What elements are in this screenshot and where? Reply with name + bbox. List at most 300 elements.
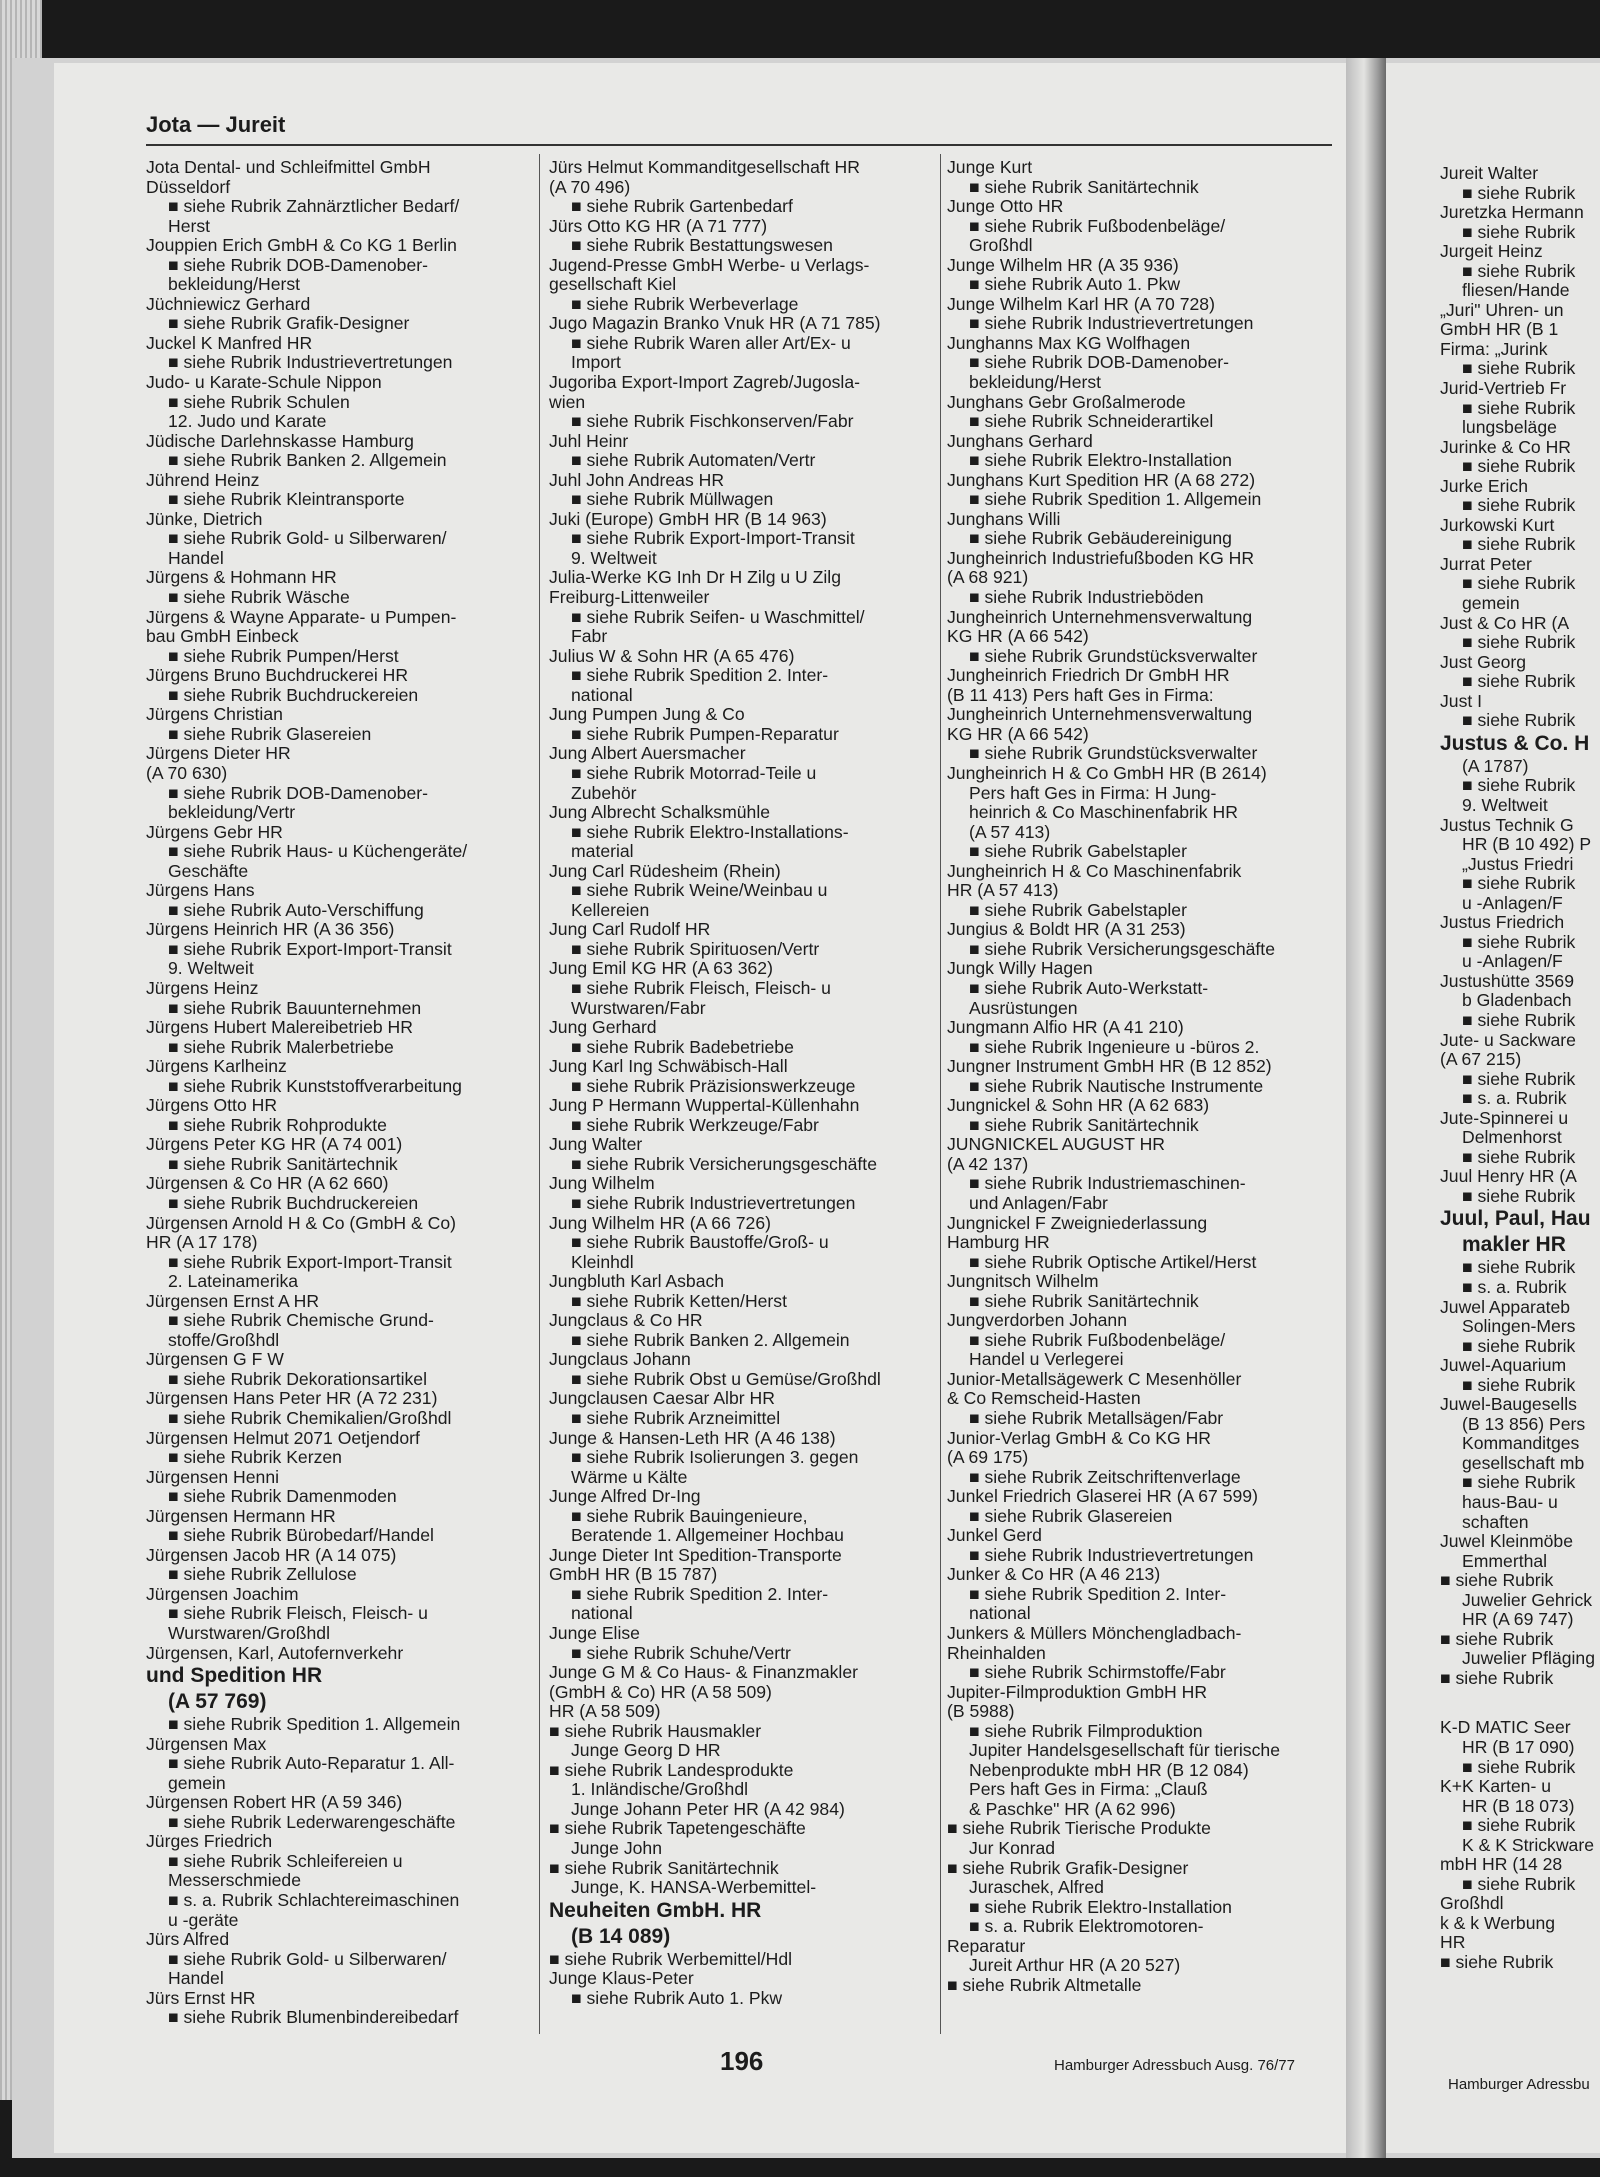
- entry-line: Jugoriba Export-Import Zagreb/Jugosla-: [549, 372, 860, 393]
- entry-line: wien: [549, 391, 586, 412]
- entry-line: Jung Karl Ing Schwäbisch-Hall: [549, 1056, 788, 1077]
- column-4: [1440, 163, 1596, 1973]
- entry-line: Juwel Kleinmöbe: [1440, 1531, 1574, 1552]
- cross-reference: ■ siehe Rubrik Isolierungen 3. gegen: [571, 1447, 859, 1468]
- cross-reference: ■ siehe Rubrik Tapetengeschäfte: [549, 1818, 806, 1839]
- entry-line: Jünke, Dietrich: [146, 508, 263, 529]
- entry-line: Jungclausen Caesar Albr HR: [549, 1388, 775, 1409]
- entry-line: Judo- u Karate-Schule Nippon: [146, 372, 382, 393]
- entry-line: und Anlagen/Fabr: [969, 1192, 1108, 1213]
- cross-reference: ■ siehe Rubrik Gabelstapler: [969, 899, 1187, 920]
- column-3: [947, 158, 1332, 1995]
- cross-reference: ■ siehe Rubrik Spirituosen/Vertr: [571, 938, 820, 959]
- cross-reference: ■ siehe Rubrik Auto 1. Pkw: [969, 274, 1181, 295]
- cross-reference: ■ siehe Rubrik Schulen: [168, 391, 350, 412]
- spacer: [1440, 1698, 1590, 1708]
- cross-reference: ■ siehe Rubrik: [1462, 573, 1576, 594]
- entry-line: Handel: [168, 1968, 224, 1989]
- cross-reference: ■ siehe Rubrik Industrievertretungen: [969, 1544, 1254, 1565]
- entry-line: Junge Wilhelm HR (A 35 936): [947, 254, 1179, 275]
- cross-reference: ■ siehe Rubrik: [1462, 221, 1576, 242]
- entry-line: Justus Friedrich: [1440, 912, 1565, 933]
- cross-reference: ■ siehe Rubrik Elektro-Installations-: [571, 821, 849, 842]
- entry-line: stoffe/Großhdl: [168, 1329, 280, 1350]
- entry-line: schaften: [1462, 1511, 1529, 1532]
- cross-reference: ■ siehe Rubrik Fußbodenbeläge/: [969, 1329, 1226, 1350]
- cross-reference: ■ siehe Rubrik Blumenbindereibedarf: [168, 2007, 459, 2028]
- entry-line: HR (A 69 747): [1462, 1609, 1574, 1630]
- entry-line: (B 13 856) Pers: [1462, 1413, 1586, 1434]
- entry-line: gesellschaft mb: [1462, 1452, 1585, 1473]
- entry-line: Pers haft Ges in Firma: H Jung-: [969, 782, 1217, 803]
- cross-reference: ■ siehe Rubrik Sanitärtechnik: [969, 1114, 1199, 1135]
- cross-reference: ■ siehe Rubrik Zellulose: [168, 1564, 357, 1585]
- cross-reference: ■ s. a. Rubrik Elektromotoren-: [969, 1916, 1204, 1937]
- entry-line: (A 68 921): [947, 567, 1029, 588]
- cross-reference: ■ siehe Rubrik Schirmstoffe/Fabr: [969, 1662, 1226, 1683]
- cross-reference: ■ siehe Rubrik Grafik-Designer: [947, 1857, 1189, 1878]
- entry-line: Jouppien Erich GmbH & Co KG 1 Berlin: [146, 235, 457, 256]
- entry-line: Jureit Walter: [1440, 163, 1539, 183]
- entry-line: Juki (Europe) GmbH HR (B 14 963): [549, 508, 827, 529]
- entry-line: Jung Walter: [549, 1134, 643, 1155]
- entry-line: Juul Henry HR (A: [1440, 1166, 1577, 1187]
- cross-reference: ■ siehe Rubrik: [1462, 710, 1576, 731]
- entry-line: bekleidung/Vertr: [168, 802, 296, 823]
- cross-reference: ■ siehe Rubrik Industriemaschinen-: [969, 1173, 1246, 1194]
- entry-line: „Justus Friedri: [1462, 853, 1574, 874]
- entry-line: Juretzka Hermann: [1440, 202, 1584, 223]
- cross-reference: ■ siehe Rubrik Glasereien: [969, 1505, 1173, 1526]
- entry-line: K-D MATIC Seer: [1440, 1717, 1571, 1738]
- entry-line: makler HR: [1462, 1233, 1566, 1257]
- cross-reference: ■ siehe Rubrik: [1462, 1068, 1576, 1089]
- cross-reference: ■ siehe Rubrik Glasereien: [168, 723, 372, 744]
- cross-reference: ■ siehe Rubrik Buchdruckereien: [168, 1192, 419, 1213]
- entry-line: Wurstwaren/Großhdl: [168, 1623, 330, 1644]
- cross-reference: ■ siehe Rubrik Pumpen/Herst: [168, 645, 399, 666]
- entry-line: (A 57 769): [168, 1690, 267, 1714]
- entry-line: Import: [571, 352, 621, 373]
- entry-line: Junge G M & Co Haus- & Finanzmakler: [549, 1662, 858, 1683]
- cross-reference: ■ siehe Rubrik Auto-Werkstatt-: [969, 977, 1209, 998]
- entry-line: KG HR (A 66 542): [947, 723, 1089, 744]
- entry-line: national: [969, 1603, 1031, 1624]
- entry-line: Jugo Magazin Branko Vnuk HR (A 71 785): [549, 313, 881, 334]
- entry-line: HR: [1440, 1932, 1466, 1953]
- entry-line: Jürgensen Henni: [146, 1466, 280, 1487]
- cross-reference: ■ siehe Rubrik Industrieböden: [969, 587, 1204, 608]
- entry-line: Pers haft Ges in Firma: „Clauß: [969, 1779, 1208, 1800]
- entry-line: Ausrüstungen: [969, 997, 1078, 1018]
- entry-line: Jureit Arthur HR (A 20 527): [969, 1955, 1181, 1976]
- entry-line: Jürgensen Hans Peter HR (A 72 231): [146, 1388, 438, 1409]
- entry-line: Jupiter Handelsgesellschaft für tierische: [969, 1740, 1280, 1761]
- cross-reference: ■ siehe Rubrik Zeitschriftenverlage: [969, 1466, 1241, 1487]
- entry-line: Junge Klaus-Peter: [549, 1968, 694, 1989]
- entry-line: Jungclaus & Co HR: [549, 1310, 703, 1331]
- entry-line: Jürgensen, Karl, Autofernverkehr: [146, 1642, 404, 1663]
- entry-line: Juwel Apparateb: [1440, 1296, 1571, 1317]
- cross-reference: ■ siehe Rubrik Export-Import-Transit: [168, 938, 452, 959]
- entry-line: (A 67 215): [1440, 1049, 1522, 1070]
- cross-reference: ■ siehe Rubrik Lederwarengeschäfte: [168, 1811, 456, 1832]
- entry-line: Geschäfte: [168, 860, 249, 881]
- entry-line: Wurstwaren/Fabr: [571, 997, 706, 1018]
- entry-line: Jungheinrich H & Co Maschinenfabrik: [947, 860, 1242, 881]
- entry-line: Junior-Verlag GmbH & Co KG HR: [947, 1427, 1211, 1448]
- entry-line: Justushütte 3569: [1440, 970, 1575, 991]
- entry-line: Jüdische Darlehnskasse Hamburg: [146, 430, 414, 451]
- cross-reference: ■ siehe Rubrik Export-Import-Transit: [168, 1251, 452, 1272]
- cross-reference: ■ siehe Rubrik Ingenieure u -büros 2.: [969, 1036, 1260, 1057]
- cross-reference: ■ siehe Rubrik: [1462, 495, 1576, 516]
- entry-line: Julius W & Sohn HR (A 65 476): [549, 645, 795, 666]
- cross-reference: ■ siehe Rubrik Spedition 1. Allgemein: [168, 1714, 461, 1735]
- entry-line: Jute-Spinnerei u: [1440, 1107, 1569, 1128]
- entry-line: gesellschaft Kiel: [549, 274, 677, 295]
- cross-reference: ■ siehe Rubrik Grafik-Designer: [168, 313, 410, 334]
- entry-line: K & K Strickware: [1462, 1834, 1594, 1855]
- cross-reference: ■ siehe Rubrik Damenmoden: [168, 1486, 397, 1507]
- cross-reference: ■ siehe Rubrik: [1440, 1570, 1554, 1591]
- cross-reference: ■ siehe Rubrik Rohprodukte: [168, 1114, 387, 1135]
- entry-line: Emmerthal: [1462, 1550, 1548, 1571]
- cross-reference: ■ siehe Rubrik Sanitärtechnik: [549, 1857, 779, 1878]
- column-1: [146, 158, 526, 2028]
- entry-line: (B 14 089): [571, 1924, 671, 1948]
- entry-line: Juwel-Baugesells: [1440, 1394, 1577, 1415]
- entry-line: Jürgensen Joachim: [146, 1583, 299, 1604]
- entry-line: Jung Albert Auersmacher: [549, 743, 746, 764]
- cross-reference: ■ siehe Rubrik Chemische Grund-: [168, 1310, 434, 1331]
- cross-reference: ■ siehe Rubrik Bauunternehmen: [168, 997, 422, 1018]
- cross-reference: ■ siehe Rubrik: [1462, 1815, 1576, 1836]
- cross-reference: ■ siehe Rubrik DOB-Damenober-: [168, 782, 428, 803]
- entry-line: Junge Otto HR: [947, 196, 1064, 217]
- cross-reference: ■ siehe Rubrik Metallsägen/Fabr: [969, 1408, 1224, 1428]
- cross-reference: ■ siehe Rubrik Gabelstapler: [969, 841, 1187, 862]
- cross-reference: ■ siehe Rubrik: [1462, 456, 1576, 477]
- cross-reference: ■ siehe Rubrik Werbeverlage: [571, 293, 799, 314]
- entry-line: mbH HR (14 28: [1440, 1854, 1563, 1875]
- entry-line: Kommanditges: [1462, 1433, 1580, 1454]
- entry-line: HR (B 10 492) P: [1462, 834, 1592, 855]
- entry-line: Jürs Otto KG HR (A 71 777): [549, 215, 768, 236]
- entry-line: Beratende 1. Allgemeiner Hochbau: [571, 1525, 844, 1546]
- cross-reference: ■ siehe Rubrik: [1462, 1185, 1576, 1206]
- cross-reference: ■ siehe Rubrik Motorrad-Teile u: [571, 762, 817, 783]
- entry-line: HR (B 18 073): [1462, 1795, 1575, 1816]
- cross-reference: ■ siehe Rubrik Spedition 2. Inter-: [571, 665, 829, 686]
- entry-line: Jürgens Christian: [146, 704, 283, 725]
- page-header: Jota — Jureit: [146, 112, 286, 137]
- entry-line: Juraschek, Alfred: [969, 1877, 1104, 1898]
- cross-reference: ■ siehe Rubrik: [1440, 1952, 1554, 1973]
- cross-reference: ■ siehe Rubrik: [1462, 775, 1576, 796]
- cross-reference: ■ siehe Rubrik Fleisch, Fleisch- u: [571, 977, 831, 998]
- entry-line: haus-Bau- u: [1462, 1492, 1558, 1512]
- right-publication-title: Hamburger Adressbu: [1448, 2076, 1590, 2093]
- cross-reference: ■ s. a. Rubrik: [1462, 1088, 1567, 1109]
- cross-reference: ■ siehe Rubrik Präzisionswerkzeuge: [571, 1075, 856, 1096]
- entry-line: Jürgens Gebr HR: [146, 821, 283, 842]
- entry-line: Fabr: [571, 626, 608, 647]
- entry-line: Junghans Kurt Spedition HR (A 68 272): [947, 469, 1256, 490]
- entry-line: Jungnitsch Wilhelm: [947, 1271, 1099, 1292]
- cross-reference: ■ siehe Rubrik Altmetalle: [947, 1974, 1142, 1995]
- cross-reference: ■ siehe Rubrik Werbemittel/Hdl: [549, 1948, 793, 1969]
- cross-reference: ■ siehe Rubrik Fleisch, Fleisch- u: [168, 1603, 428, 1624]
- cross-reference: ■ siehe Rubrik Export-Import-Transit: [571, 528, 855, 549]
- cross-reference: ■ siehe Rubrik: [1462, 1472, 1576, 1493]
- cross-reference: ■ siehe Rubrik: [1462, 632, 1576, 653]
- entry-line: Jung Emil KG HR (A 63 362): [549, 958, 773, 979]
- entry-line: Jurke Erich: [1440, 475, 1528, 496]
- cross-reference: ■ siehe Rubrik: [1462, 873, 1576, 894]
- cross-reference: ■ siehe Rubrik: [1462, 1873, 1576, 1894]
- cross-reference: ■ siehe Rubrik: [1462, 358, 1576, 379]
- cross-reference: ■ siehe Rubrik Auto-Verschiffung: [168, 899, 424, 920]
- entry-line: Jungclaus Johann: [549, 1349, 691, 1370]
- entry-line: Jung Carl Rudolf HR: [549, 919, 711, 940]
- entry-line: Justus & Co. H: [1440, 731, 1590, 755]
- entry-line: GmbH HR (B 1: [1440, 319, 1559, 340]
- entry-line: Junge Wilhelm Karl HR (A 70 728): [947, 293, 1215, 314]
- entry-line: Jung Carl Rüdesheim (Rhein): [549, 860, 781, 881]
- page-number: 196: [720, 2046, 764, 2076]
- entry-line: Jung Gerhard: [549, 1017, 657, 1038]
- entry-line: Solingen-Mers: [1462, 1316, 1576, 1337]
- entry-line: Jung P Hermann Wuppertal-Küllenhahn: [549, 1095, 860, 1116]
- entry-line: Jungheinrich H & Co GmbH HR (B 2614): [947, 762, 1267, 783]
- entry-line: Jürgens Peter KG HR (A 74 001): [146, 1134, 403, 1155]
- entry-line: (A 70 496): [549, 176, 631, 197]
- entry-line: national: [571, 1603, 633, 1624]
- entry-line: Junghans Gebr Großalmerode: [947, 391, 1186, 412]
- cross-reference: ■ siehe Rubrik: [1462, 260, 1576, 281]
- cross-reference: ■ siehe Rubrik Spedition 2. Inter-: [571, 1583, 829, 1604]
- entry-line: Junior-Metallsägewerk C Mesenhöller: [947, 1368, 1242, 1389]
- entry-line: Jürgens Karlheinz: [146, 1056, 287, 1077]
- cross-reference: ■ siehe Rubrik Auto 1. Pkw: [571, 1987, 783, 2008]
- entry-line: Junge & Hansen-Leth HR (A 46 138): [549, 1427, 836, 1448]
- entry-line: Wärme u Kälte: [571, 1466, 688, 1487]
- entry-line: K+K Karten- u: [1440, 1776, 1552, 1797]
- entry-line: Jürgensen Hermann HR: [146, 1505, 336, 1526]
- entry-line: Junkel Friedrich Glaserei HR (A 67 599): [947, 1486, 1258, 1507]
- entry-line: HR (A 58 509): [549, 1701, 661, 1722]
- entry-line: Junghans Gerhard: [947, 430, 1093, 451]
- entry-line: (A 69 175): [947, 1447, 1029, 1468]
- entry-line: GmbH HR (B 15 787): [549, 1564, 718, 1585]
- entry-line: lungsbeläge: [1462, 417, 1557, 438]
- entry-line: Junge John: [571, 1838, 662, 1859]
- cross-reference: ■ siehe Rubrik Gold- u Silberwaren/: [168, 1948, 447, 1969]
- entry-line: gemein: [1462, 593, 1520, 614]
- entry-line: Jürgensen Jacob HR (A 14 075): [146, 1544, 397, 1565]
- entry-line: Handel u Verlegerei: [969, 1349, 1124, 1370]
- entry-line: Jürgensen & Co HR (A 62 660): [146, 1173, 389, 1194]
- cross-reference: ■ siehe Rubrik Grundstücksverwalter: [969, 645, 1258, 666]
- entry-line: Junge Dieter Int Spedition-Transporte: [549, 1544, 842, 1565]
- entry-line: Juhl John Andreas HR: [549, 469, 725, 490]
- cross-reference: ■ siehe Rubrik Fußbodenbeläge/: [969, 215, 1226, 236]
- cross-reference: ■ siehe Rubrik Wäsche: [168, 587, 350, 608]
- entry-line: 12. Judo und Karate: [168, 411, 327, 432]
- cross-reference: ■ siehe Rubrik Tierische Produkte: [947, 1818, 1211, 1839]
- entry-line: bau GmbH Einbeck: [146, 626, 299, 647]
- entry-line: Rheinhalden: [947, 1642, 1046, 1663]
- entry-line: Jungheinrich Friedrich Dr GmbH HR: [947, 665, 1230, 686]
- entry-line: Jugend-Presse GmbH Werbe- u Verlags-: [549, 254, 870, 275]
- entry-line: Jute- u Sackware: [1440, 1029, 1576, 1050]
- cross-reference: ■ siehe Rubrik Seifen- u Waschmittel/: [571, 606, 865, 627]
- entry-line: Kleinhdl: [571, 1251, 634, 1272]
- entry-line: Nebenprodukte mbH HR (B 12 084): [969, 1759, 1249, 1780]
- entry-line: Juckel K Manfred HR: [146, 332, 313, 353]
- entry-line: heinrich & Co Maschinenfabrik HR: [969, 802, 1238, 823]
- cross-reference: ■ siehe Rubrik Bürobedarf/Handel: [168, 1525, 434, 1546]
- cross-reference: ■ siehe Rubrik Industrievertretungen: [168, 352, 453, 373]
- entry-line: Freiburg-Littenweiler: [549, 587, 710, 608]
- cross-reference: ■ siehe Rubrik Schleifereien u: [168, 1850, 403, 1871]
- entry-line: Jürgens Dieter HR: [146, 743, 291, 764]
- entry-line: Handel: [168, 547, 224, 568]
- entry-line: Jürs Ernst HR: [146, 1987, 256, 2008]
- cross-reference: ■ siehe Rubrik Elektro-Installation: [969, 1896, 1232, 1917]
- entry-line: Junkel Gerd: [947, 1525, 1042, 1546]
- entry-line: Düsseldorf: [146, 176, 231, 197]
- entry-line: (A 42 137): [947, 1153, 1029, 1174]
- cross-reference: ■ siehe Rubrik Badebetriebe: [571, 1036, 794, 1057]
- cross-reference: ■ siehe Rubrik Spedition 1. Allgemein: [969, 489, 1262, 510]
- cross-reference: ■ siehe Rubrik: [1462, 1335, 1576, 1356]
- cross-reference: ■ siehe Rubrik Elektro-Installation: [969, 450, 1232, 471]
- cross-reference: ■ siehe Rubrik Fischkonserven/Fabr: [571, 411, 854, 432]
- entry-line: Neuheiten GmbH. HR: [549, 1898, 762, 1922]
- cross-reference: ■ siehe Rubrik Sanitärtechnik: [168, 1153, 398, 1174]
- entry-line: Firma: „Jurink: [1440, 338, 1548, 359]
- entry-line: Justus Technik G: [1440, 814, 1574, 835]
- cross-reference: ■ siehe Rubrik: [1462, 1756, 1576, 1777]
- entry-line: Just Georg: [1440, 651, 1527, 672]
- entry-line: Junkers & Müllers Mönchengladbach-: [947, 1623, 1242, 1644]
- entry-line: Junge Johann Peter HR (A 42 984): [571, 1798, 845, 1819]
- entry-line: Jung Wilhelm HR (A 66 726): [549, 1212, 771, 1233]
- entry-line: Großhdl: [969, 235, 1033, 256]
- entry-line: b Gladenbach: [1462, 990, 1572, 1011]
- cross-reference: ■ s. a. Rubrik: [1462, 1276, 1567, 1297]
- entry-line: bekleidung/Herst: [168, 274, 301, 295]
- entry-line: Jürgens Hans: [146, 880, 255, 901]
- cross-reference: ■ siehe Rubrik Weine/Weinbau u: [571, 880, 828, 901]
- entry-line: 9. Weltweit: [1462, 794, 1548, 815]
- entry-line: Jung Wilhelm: [549, 1173, 655, 1194]
- entry-line: Junghanns Max KG Wolfhagen: [947, 332, 1191, 353]
- entry-line: Zubehör: [571, 782, 637, 803]
- entry-line: Jurinke & Co HR: [1440, 436, 1572, 457]
- cross-reference: ■ siehe Rubrik Banken 2. Allgemein: [168, 450, 447, 471]
- cross-reference: ■ siehe Rubrik Nautische Instrumente: [969, 1075, 1264, 1096]
- cross-reference: ■ siehe Rubrik Buchdruckereien: [168, 684, 419, 705]
- entry-line: Jürgensen G F W: [146, 1349, 284, 1370]
- cross-reference: ■ siehe Rubrik Optische Artikel/Herst: [969, 1251, 1257, 1272]
- entry-line: Juwelier Pfläging: [1462, 1648, 1596, 1669]
- entry-line: u -Anlagen/F: [1462, 892, 1563, 913]
- cross-reference: ■ siehe Rubrik: [1440, 1667, 1554, 1688]
- entry-line: Juhl Heinr: [549, 430, 629, 451]
- entry-line: fliesen/Hande: [1462, 280, 1570, 301]
- entry-line: Jurrat Peter: [1440, 553, 1532, 574]
- entry-line: & Paschke" HR (A 62 996): [969, 1798, 1176, 1819]
- entry-line: Reparatur: [947, 1935, 1026, 1956]
- cross-reference: ■ siehe Rubrik Gebäudereinigung: [969, 528, 1232, 549]
- entry-line: Jürgensen Ernst A HR: [146, 1290, 320, 1311]
- entry-line: HR (A 17 178): [146, 1232, 258, 1253]
- entry-line: Jurgeit Heinz: [1440, 241, 1543, 262]
- entry-line: Kellereien: [571, 899, 650, 920]
- cross-reference: ■ siehe Rubrik Hausmakler: [549, 1720, 762, 1741]
- cross-reference: ■ siehe Rubrik: [1462, 1146, 1576, 1167]
- entry-line: JUNGNICKEL AUGUST HR: [947, 1134, 1166, 1155]
- cross-reference: ■ siehe Rubrik Filmproduktion: [969, 1720, 1203, 1741]
- cross-reference: ■ siehe Rubrik Sanitärtechnik: [969, 176, 1199, 197]
- cross-reference: ■ siehe Rubrik Banken 2. Allgemein: [571, 1329, 850, 1350]
- entry-line: Jürgensen Arnold H & Co (GmbH & Co): [146, 1212, 456, 1233]
- entry-line: Jürgens Heinz: [146, 977, 259, 998]
- cross-reference: ■ siehe Rubrik Industrievertretungen: [571, 1192, 856, 1213]
- cross-reference: ■ siehe Rubrik Pumpen-Reparatur: [571, 723, 839, 744]
- entry-line: Delmenhorst: [1462, 1127, 1562, 1148]
- entry-line: Jüchniewicz Gerhard: [146, 293, 311, 314]
- entry-line: Jungius & Boldt HR (A 31 253): [947, 919, 1186, 940]
- entry-line: Jur Konrad: [969, 1838, 1056, 1859]
- header-rule: [146, 144, 1332, 146]
- cross-reference: ■ siehe Rubrik Versicherungsgeschäfte: [571, 1153, 877, 1174]
- entry-line: Jungheinrich Unternehmensverwaltung: [947, 606, 1253, 627]
- entry-line: Jürgensen Helmut 2071 Oetjendorf: [146, 1427, 420, 1448]
- entry-line: (B 11 413) Pers haft Ges in Firma:: [947, 684, 1214, 705]
- cross-reference: ■ siehe Rubrik Ketten/Herst: [571, 1290, 787, 1311]
- entry-line: Jürges Friedrich: [146, 1831, 273, 1852]
- cross-reference: ■ siehe Rubrik Chemikalien/Großhdl: [168, 1408, 452, 1428]
- publication-title: Hamburger Adressbuch Ausg. 76/77: [1054, 2057, 1295, 2074]
- entry-line: Jota Dental- und Schleifmittel GmbH: [146, 157, 431, 177]
- cross-reference: ■ siehe Rubrik Bauingenieure,: [571, 1505, 808, 1526]
- entry-line: HR (A 57 413): [947, 880, 1059, 901]
- entry-line: Messerschmiede: [168, 1870, 301, 1891]
- entry-line: Jürgens & Hohmann HR: [146, 567, 337, 588]
- cross-reference: ■ s. a. Rubrik Schlachtereimaschinen: [168, 1890, 460, 1911]
- entry-line: Jungnickel & Sohn HR (A 62 683): [947, 1095, 1210, 1116]
- cross-reference: ■ siehe Rubrik: [1462, 931, 1576, 952]
- entry-line: Jung Pumpen Jung & Co: [549, 704, 745, 725]
- entry-line: (B 5988): [947, 1701, 1015, 1722]
- cross-reference: ■ siehe Rubrik: [1462, 397, 1576, 418]
- entry-line: & Co Remscheid-Hasten: [947, 1388, 1141, 1409]
- cross-reference: ■ siehe Rubrik Baustoffe/Groß- u: [571, 1232, 829, 1253]
- entry-line: Jurkowski Kurt: [1440, 514, 1555, 535]
- entry-line: Jungverdorben Johann: [947, 1310, 1127, 1331]
- entry-line: 9. Weltweit: [168, 958, 254, 979]
- entry-line: gemein: [168, 1772, 226, 1793]
- entry-line: Jürs Alfred: [146, 1929, 230, 1950]
- cross-reference: ■ siehe Rubrik: [1462, 671, 1576, 692]
- entry-line: Jürgens & Wayne Apparate- u Pumpen-: [146, 606, 457, 627]
- cross-reference: ■ siehe Rubrik Auto-Reparatur 1. All-: [168, 1753, 455, 1774]
- entry-line: Julia-Werke KG Inh Dr H Zilg u U Zilg: [549, 567, 841, 588]
